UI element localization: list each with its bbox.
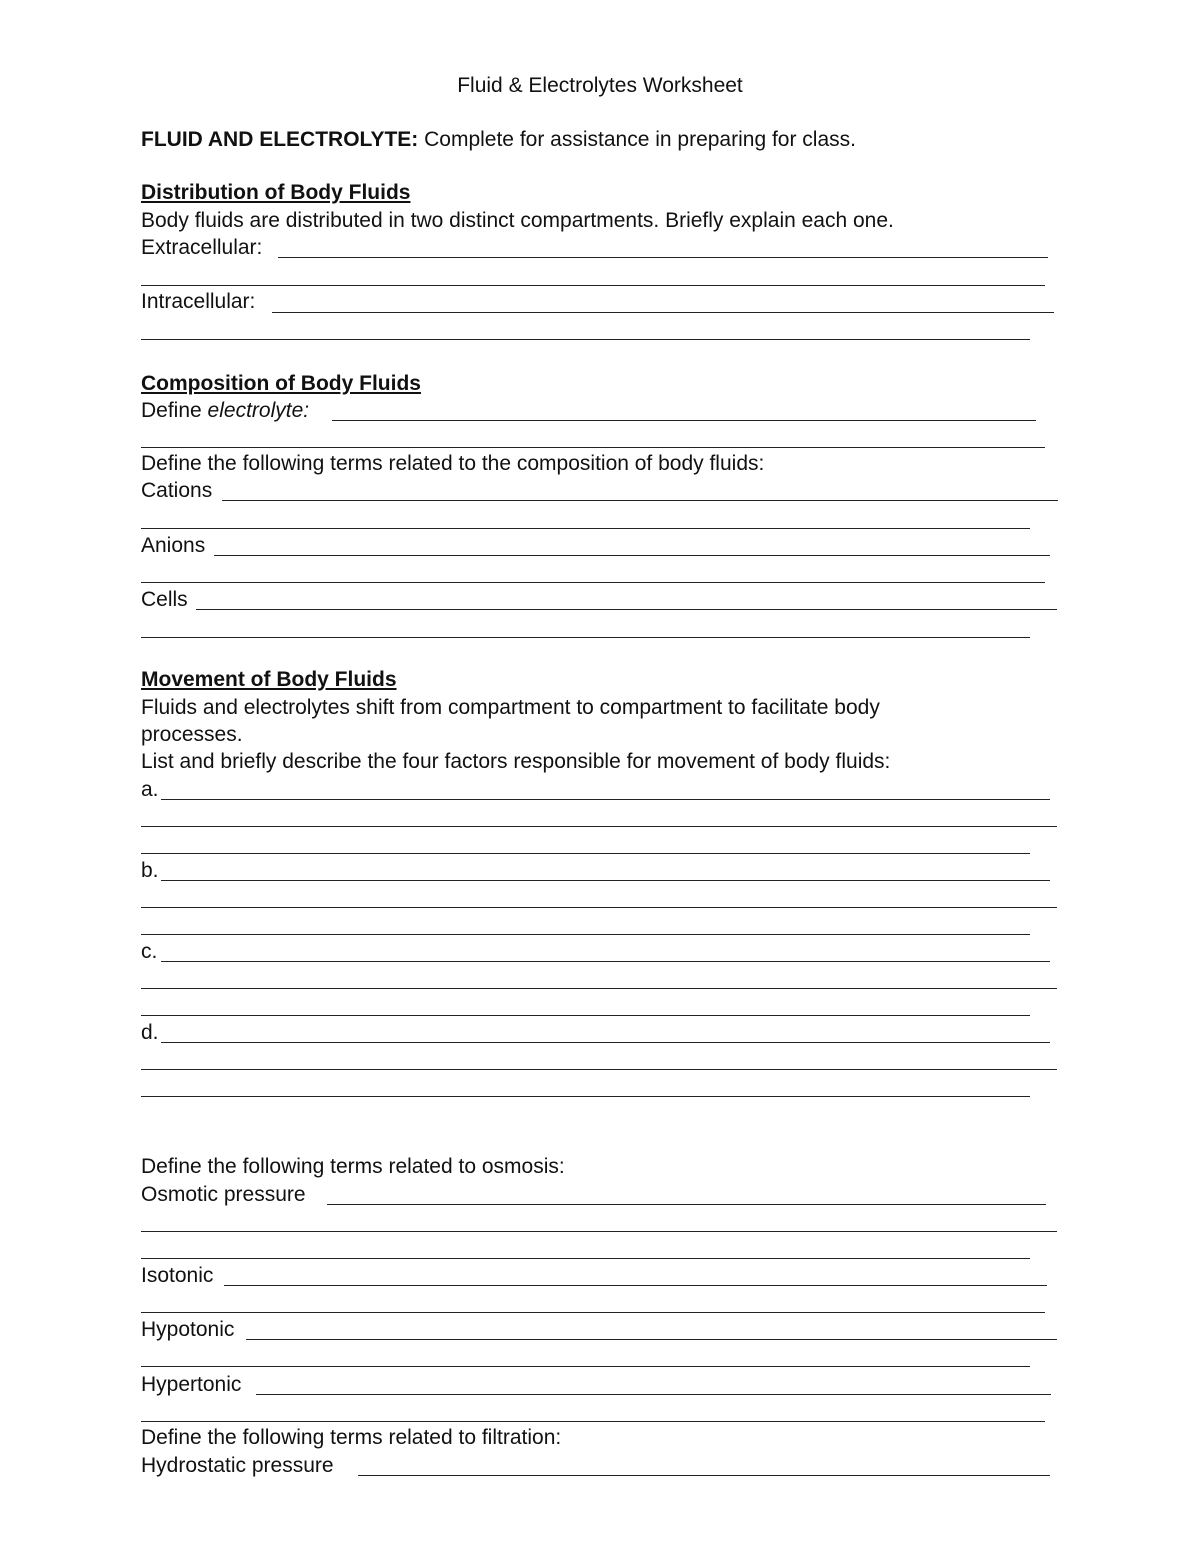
intro-label: FLUID AND ELECTROLYTE: [141,128,419,151]
cations-answer-line[interactable] [222,500,1058,501]
movement-prompt-line2: processes. [141,723,243,746]
factor-c-label: c. [141,940,158,963]
isotonic-answer-line-2[interactable] [141,1312,1045,1313]
extracellular-answer-line-2[interactable] [141,285,1045,286]
hydrostatic-pressure-label: Hydrostatic pressure [141,1454,334,1477]
cells-answer-line[interactable] [196,609,1057,610]
intro-text: Complete for assistance in preparing for class. [418,128,856,151]
composition-heading: Composition of Body Fluids [141,372,421,395]
osmosis-prompt: Define the following terms related to osmosis: [141,1155,565,1178]
cells-answer-line-2[interactable] [141,637,1030,638]
factor-d-answer-line-3[interactable] [141,1096,1030,1097]
cells-label: Cells [141,588,188,611]
composition-terms-prompt: Define the following terms related to the composition of body fluids: [141,452,765,475]
hypotonic-answer-line[interactable] [246,1339,1057,1340]
anions-answer-line[interactable] [214,555,1050,556]
factor-b-label: b. [141,859,159,882]
distribution-prompt: Body fluids are distributed in two distinct compartments. Briefly explain each one. [141,209,894,232]
intracellular-label: Intracellular: [141,290,256,313]
page-title: Fluid & Electrolytes Worksheet [457,74,743,97]
osmotic-pressure-answer-line-2[interactable] [141,1231,1057,1232]
factor-a-answer-line-3[interactable] [141,853,1030,854]
factor-b-answer-line-2[interactable] [141,907,1057,908]
intracellular-answer-line[interactable] [272,312,1054,313]
factor-b-answer-line[interactable] [161,880,1050,881]
movement-list-prompt: List and briefly describe the four factors responsible for movement of body fluids: [141,750,891,773]
cations-answer-line-2[interactable] [141,528,1030,529]
osmotic-pressure-label: Osmotic pressure [141,1183,306,1206]
factor-d-answer-line-2[interactable] [141,1069,1057,1070]
hydrostatic-pressure-answer-line[interactable] [358,1475,1050,1476]
hypotonic-answer-line-2[interactable] [141,1366,1030,1367]
factor-b-answer-line-3[interactable] [141,934,1030,935]
electrolyte-label [141,399,309,423]
electrolyte-term: electrolyte: [207,399,310,422]
factor-a-answer-line-2[interactable] [141,826,1057,827]
hypotonic-label: Hypotonic [141,1318,235,1341]
factor-a-answer-line[interactable] [161,799,1050,800]
factor-c-answer-line-2[interactable] [141,988,1057,989]
electrolyte-answer-line[interactable] [332,420,1036,421]
isotonic-answer-line[interactable] [224,1285,1047,1286]
factor-d-label: d. [141,1021,159,1044]
distribution-heading: Distribution of Body Fluids [141,181,411,204]
electrolyte-answer-line-2[interactable] [141,447,1045,448]
anions-answer-line-2[interactable] [141,582,1045,583]
movement-prompt-line1: Fluids and electrolytes shift from compartment to compartment to facilitate body [141,696,880,719]
filtration-prompt: Define the following terms related to filtration: [141,1426,562,1449]
isotonic-label: Isotonic [141,1264,214,1287]
movement-heading: Movement of Body Fluids [141,668,397,691]
cations-label: Cations [141,479,213,502]
anions-label: Anions [141,534,206,557]
osmotic-pressure-answer-line-3[interactable] [141,1258,1030,1259]
factor-a-label: a. [141,778,159,801]
intro-line [141,128,856,152]
extracellular-label: Extracellular: [141,236,263,259]
factor-d-answer-line[interactable] [161,1042,1050,1043]
extracellular-answer-line[interactable] [278,257,1048,258]
hypertonic-label: Hypertonic [141,1373,242,1396]
factor-c-answer-line[interactable] [161,961,1050,962]
osmotic-pressure-answer-line[interactable] [327,1204,1046,1205]
intracellular-answer-line-2[interactable] [141,339,1030,340]
hypertonic-answer-line-2[interactable] [141,1421,1045,1422]
hypertonic-answer-line[interactable] [256,1394,1051,1395]
define-word: Define [141,399,208,422]
factor-c-answer-line-3[interactable] [141,1015,1030,1016]
